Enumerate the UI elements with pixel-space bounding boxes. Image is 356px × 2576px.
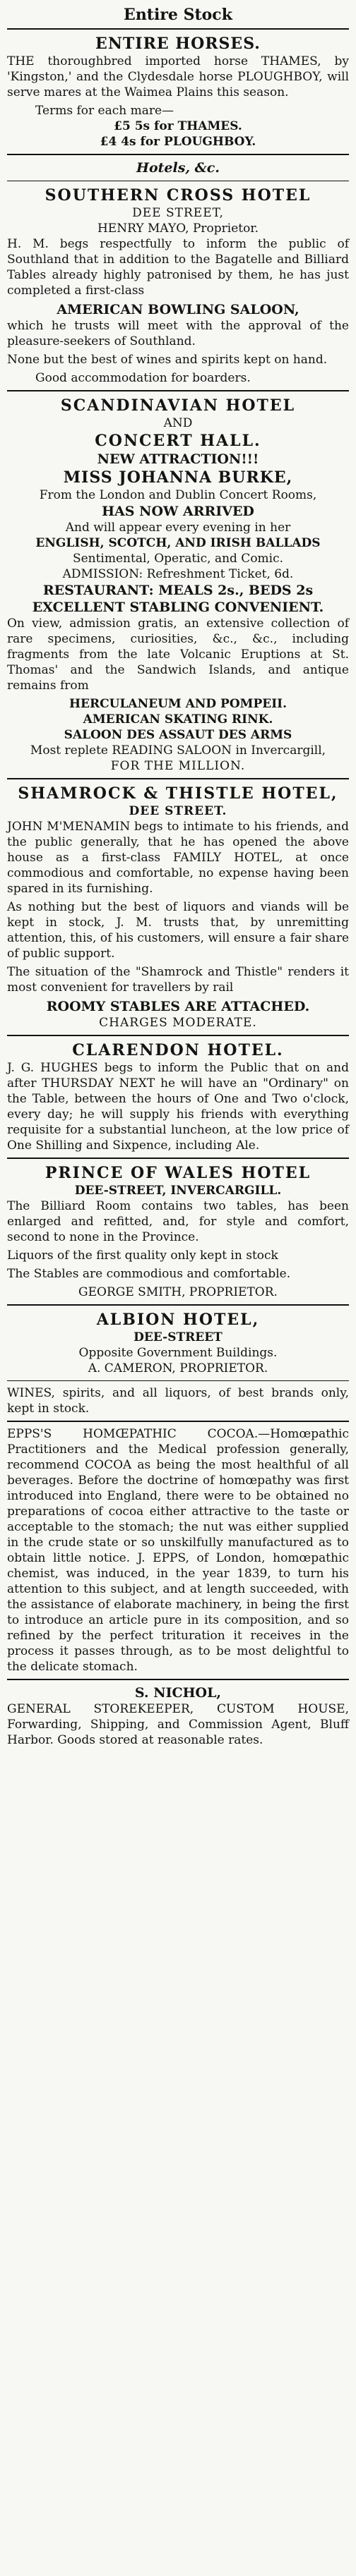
ad-title: SHAMROCK & THISTLE HOTEL,	[18, 784, 338, 803]
ad-line: Opposite Government Buildings.	[78, 1346, 278, 1360]
ad-body: J. G. HUGHES begs to inform the Public that on and after THURSDAY NEXT he will have an "Ordinary" on the Table, between the hours of One and Two o'clock, every day; he will supply his friends with everything requisite for a substantial luncheon, at the low price of One Shilling and Sixpence, including Ale.	[7, 1061, 349, 1153]
ad-line: Most replete READING SALOON in Invercargill,	[30, 743, 326, 758]
ad-line: Sentimental, Operatic, and Comic.	[72, 552, 284, 566]
divider	[7, 390, 349, 391]
ad-albion-hotel	[7, 1310, 349, 1416]
ad-body: GENERAL STOREKEEPER, CUSTOM HOUSE, Forwarding, Shipping, and Commission Agent, Bluff Harbor. Goods stored at reasonable rates.	[7, 1702, 349, 1747]
ad-title: CLARENDON HOTEL.	[72, 1041, 284, 1059]
divider	[7, 1158, 349, 1159]
ad-body: The situation of the "Shamrock and Thistle" renders it most convenient for travellers by rail	[7, 965, 349, 995]
ad-title: CONCERT HALL.	[95, 432, 261, 450]
ad-line: From the London and Dublin Concert Rooms,	[39, 488, 317, 502]
ad-title: SCANDINAVIAN HOTEL	[60, 396, 296, 415]
ad-shamrock-thistle-hotel	[7, 784, 349, 1031]
ad-body: As nothing but the best of liquors and viands will be kept in stock, J. M. trusts that, by unremitting attention, this, of his customers, will ensure a fair share of public support.	[7, 900, 349, 961]
ad-artist: MISS JOHANNA BURKE,	[63, 468, 293, 487]
ad-body: THE thoroughbred imported horse THAMES, by 'Kingston,' and the Clydesdale horse PLOUGHBOY, will serve mares at the Waimea Plains this season.	[7, 54, 349, 99]
ad-body: The Billiard Room contains two tables, has been enlarged and refitted, and, for style and comfort, second to none in the Province.	[7, 1199, 349, 1244]
ad-entire-horses	[7, 34, 349, 150]
price-line: £4 4s for PLOUGHBOY.	[100, 135, 256, 149]
divider	[7, 1380, 349, 1381]
ad-line: And will appear every evening in her	[65, 521, 291, 535]
ad-proprietor: GEORGE SMITH, PROPRIETOR.	[78, 1285, 278, 1299]
ad-line: ADMISSION: Refreshment Ticket, 6d.	[62, 567, 294, 581]
ad-feature: NEW ATTRACTION!!!	[97, 451, 259, 467]
ad-title: ALBION HOTEL,	[96, 1311, 260, 1329]
ad-street: DEE STREET.	[129, 804, 227, 818]
section-heading: Hotels, &c.	[136, 160, 220, 176]
ad-body: None but the best of wines and spirits kept on hand.	[7, 353, 328, 367]
terms-label: Terms for each mare—	[35, 104, 174, 118]
ad-feature: AMERICAN BOWLING SALOON,	[57, 302, 299, 317]
ad-prince-of-wales-hotel	[7, 1163, 349, 1300]
divider	[7, 28, 349, 30]
ad-feature: HAS NOW ARRIVED	[102, 504, 254, 519]
divider	[7, 1421, 349, 1422]
divider	[7, 154, 349, 155]
ad-street: DEE-STREET	[134, 1330, 222, 1344]
ad-body: Liquors of the first quality only kept in stock	[7, 1248, 278, 1263]
ad-body: which he trusts will meet with the approval of the pleasure-seekers of Southland.	[7, 319, 349, 348]
ad-title: SOUTHERN CROSS HOTEL	[44, 186, 312, 205]
price-line: £5 5s for THAMES.	[114, 119, 242, 133]
ad-s-nichol	[7, 1684, 349, 1748]
ad-feature: EXCELLENT STABLING CONVENIENT.	[32, 600, 324, 615]
ad-southern-cross-hotel	[7, 186, 349, 386]
ad-feature: AMERICAN SKATING RINK.	[83, 712, 273, 727]
divider	[7, 1304, 349, 1306]
ad-title: PRINCE OF WALES HOTEL	[44, 1164, 312, 1182]
ad-feature: HERCULANEUM AND POMPEII.	[69, 697, 287, 711]
ad-body: WINES, spirits, and all liquors, of best brands only, kept in stock.	[7, 1386, 349, 1416]
ad-body: On view, admission gratis, an extensive collection of rare specimens, curiosities, &c., &c., including fragments from the late Volcanic Eruptions at St. Thomas' and the Sandwich Islands, and antique remains from	[7, 616, 349, 693]
ad-proprietor: A. CAMERON, PROPRIETOR.	[88, 1361, 268, 1375]
page-heading: Entire Stock	[124, 6, 232, 24]
ad-body: Good accommodation for boarders.	[35, 371, 251, 385]
ad-line: CHARGES MODERATE.	[99, 1016, 257, 1030]
ad-line: FOR THE MILLION.	[110, 759, 246, 773]
ad-clarendon-hotel	[7, 1040, 349, 1153]
ad-body: JOHN M'MENAMIN begs to intimate to his friends, and the public generally, that he has opened the above house as a first-class FAMILY HOTEL, at once commodious and comfortable, no expense having been spared in its furnishing.	[7, 820, 349, 896]
ad-street: DEE STREET,	[132, 206, 224, 220]
ad-title: S. NICHOL,	[134, 1685, 222, 1701]
ad-body: EPPS'S HOMŒPATHIC COCOA.—Homœpathic Practitioners and the Medical profession generally, recommend COCOA as being the most healthful of all beverages. Before the doctrine of homœpathy was first introduced into England, there were to be obtained no preparations of cocoa either attractive to the taste or acceptable to the stomach; the nut was either supplied in the crude state or so unskilfully manufactured as to obtain little notice. J. EPPS, of London, homœpathic chemist, was induced, in the year 1839, to turn his attention to this subject, and at length succeeded, with the assistance of elaborate machinery, in being the first to introduce an article pure in its composition, and so refined by the perfect trituration it receives in the process it passes through, as to be most delightful to the delicate stomach.	[7, 1427, 349, 1674]
divider	[7, 778, 349, 779]
ad-feature: SALOON DES ASSAUT DES ARMS	[64, 728, 292, 742]
ad-feature: ROOMY STABLES ARE ATTACHED.	[46, 999, 310, 1014]
ad-body: The Stables are commodious and comfortable.	[7, 1267, 291, 1281]
ad-title: ENTIRE HORSES.	[95, 35, 261, 53]
divider	[7, 1679, 349, 1680]
divider	[7, 1035, 349, 1036]
ad-street: DEE-STREET, INVERCARGILL.	[74, 1184, 282, 1198]
ad-proprietor: HENRY MAYO, Proprietor.	[97, 221, 259, 236]
ad-epps-cocoa	[7, 1426, 349, 1675]
ad-feature: ENGLISH, SCOTCH, AND IRISH BALLADS	[35, 536, 321, 550]
ad-scandinavian-hotel	[7, 396, 349, 774]
ad-and: AND	[163, 416, 193, 430]
ad-body: H. M. begs respectfully to inform the public of Southland that in addition to the Bagatelle and Billiard Tables already highly patronised by them, he has just completed a first-class	[7, 237, 349, 298]
ad-feature: RESTAURANT: MEALS 2s., BEDS 2s	[42, 583, 314, 598]
